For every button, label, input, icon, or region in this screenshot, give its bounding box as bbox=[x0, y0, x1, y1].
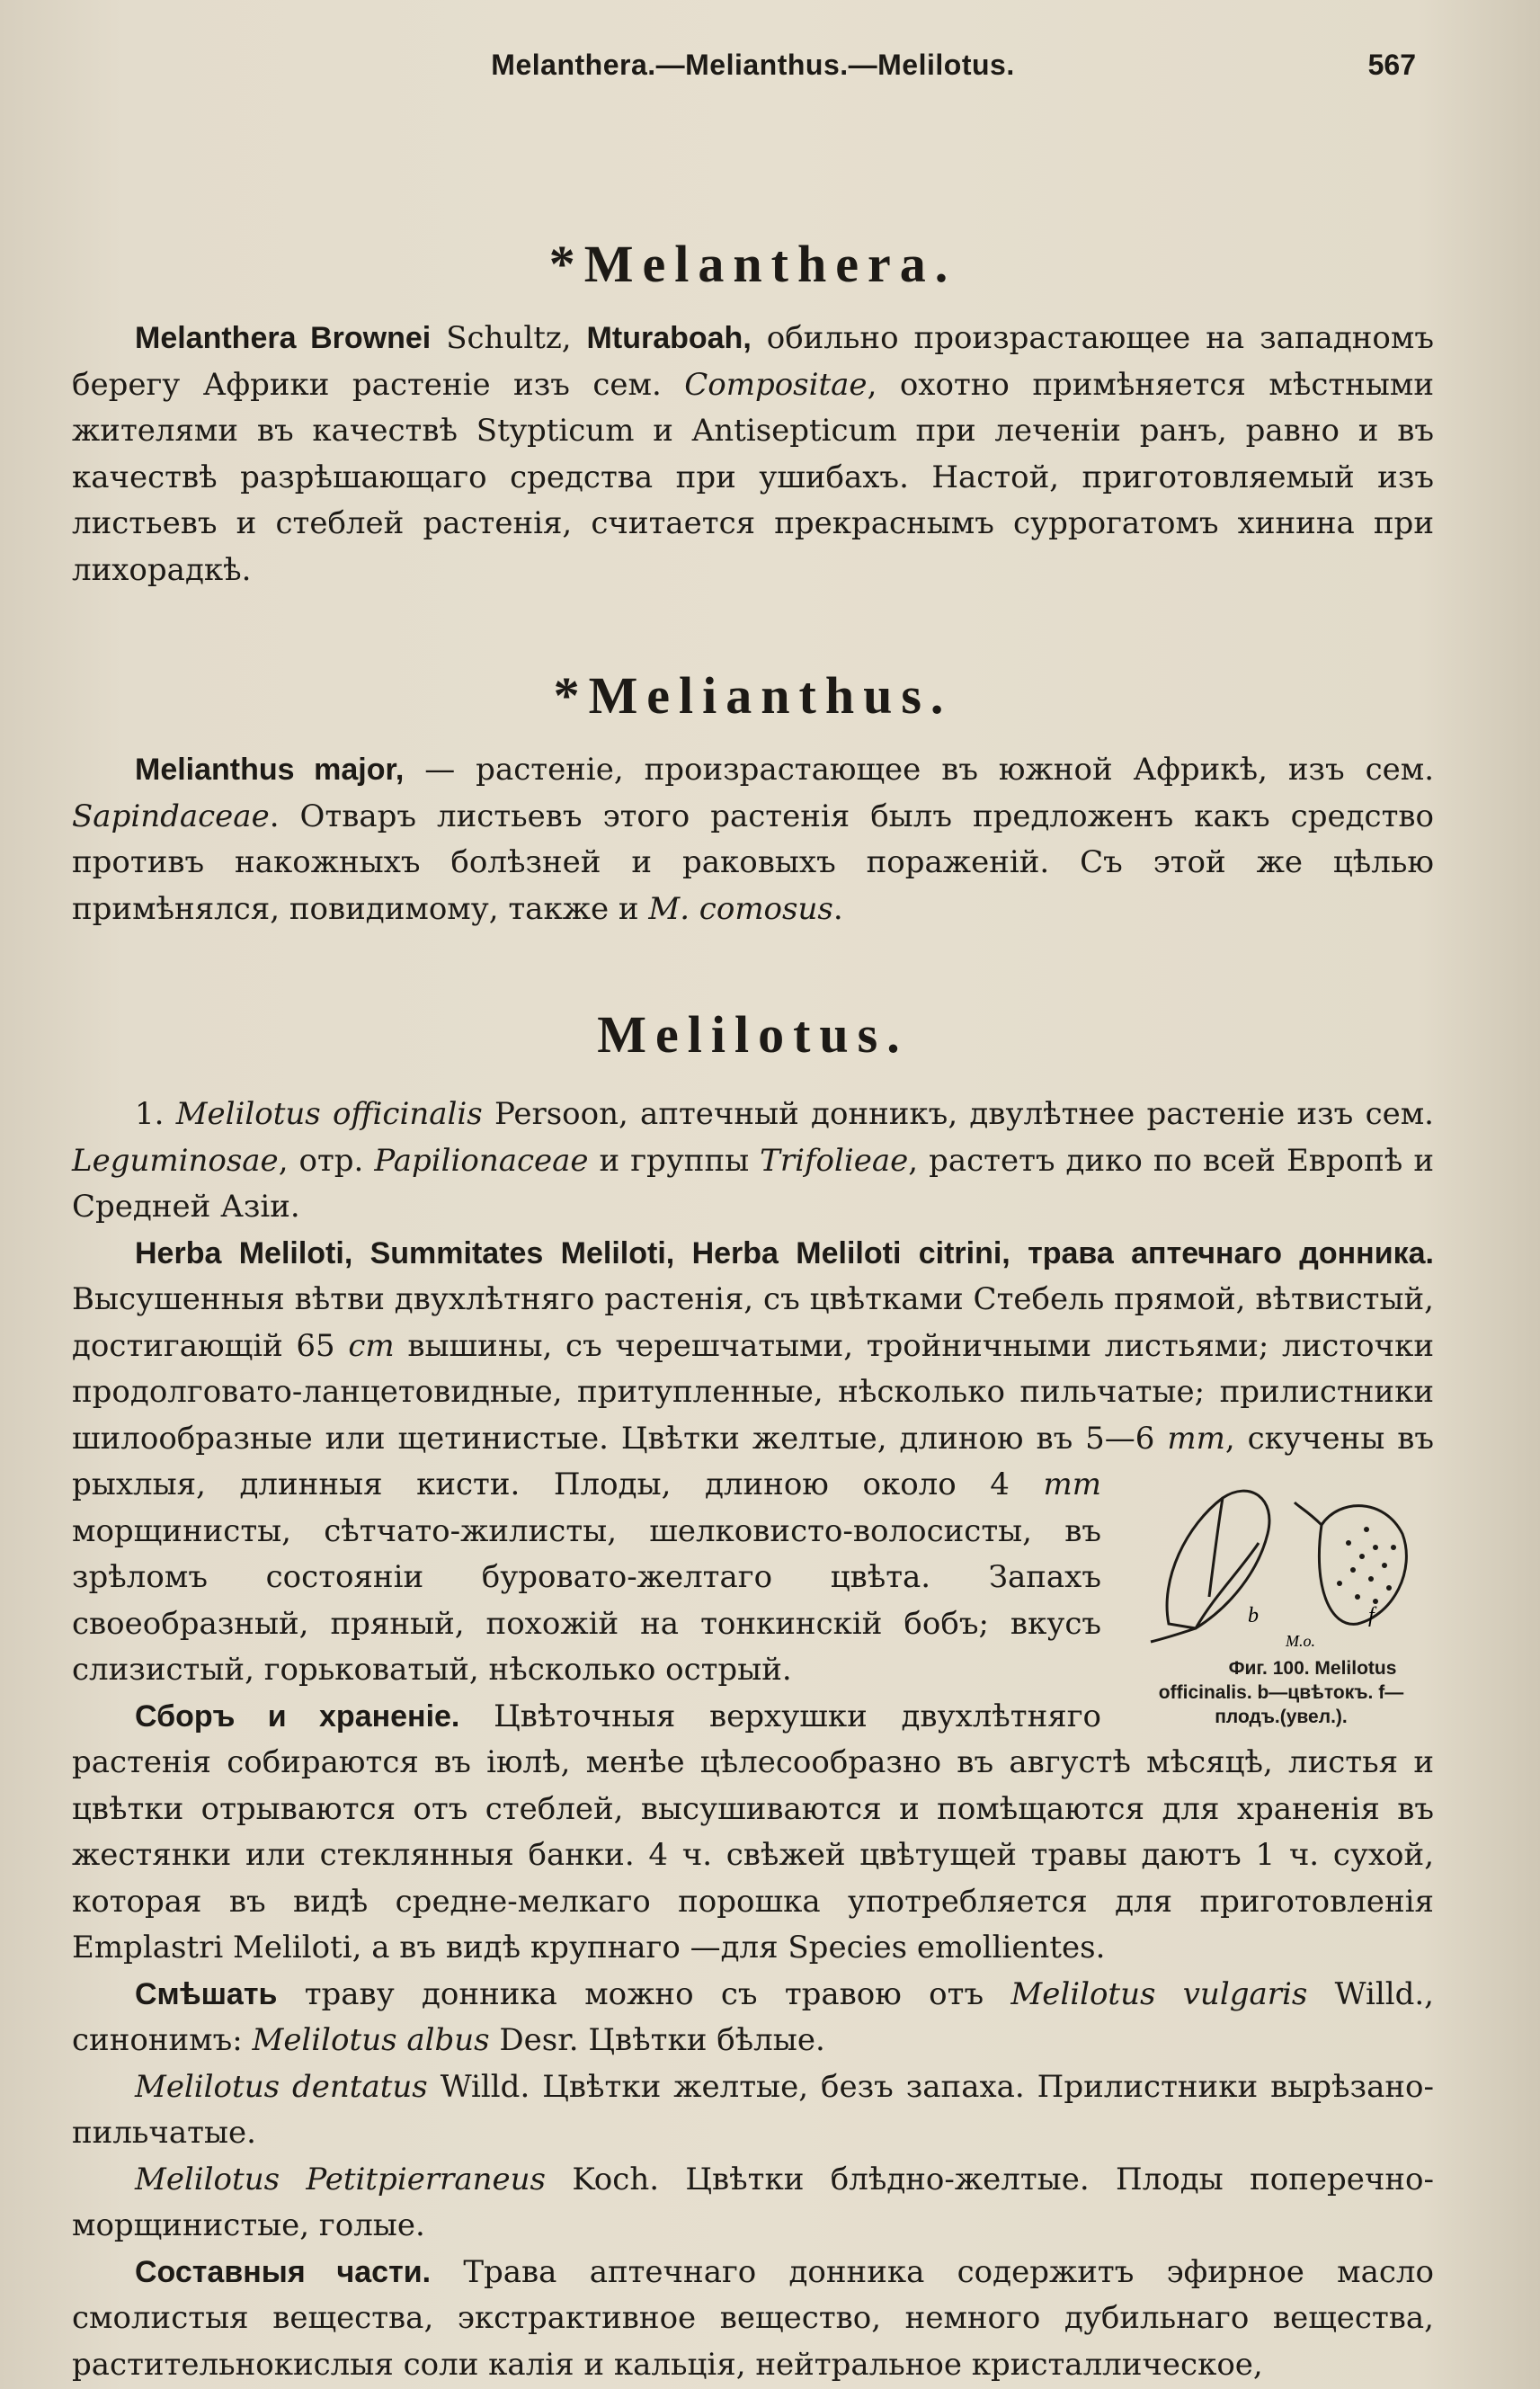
text-run: , охотно примѣняется мѣстными жителями въ качествѣ Stypticum и Antisepticum при леченіи ранъ, равно и въ качествѣ разрѣшающаго средства при ушибахъ. Настой, приготовляемый изъ листьевъ и стеблей растенія, считается прекраснымъ суррогатомъ хинина при лихорадкѣ. bbox=[72, 366, 1435, 588]
species-name-2: Melilotus albus bbox=[252, 2022, 490, 2058]
text-run: Koch. Цвѣтки блѣдно-желтые. Плоды поперечно-морщинистые, голые. bbox=[72, 2161, 1434, 2243]
species-name: Melilotus dentatus bbox=[135, 2068, 428, 2105]
subheading-collection: Сборъ и храненіе. bbox=[135, 1698, 460, 1734]
label-b: b bbox=[1248, 1604, 1259, 1627]
species-name: Melilotus Petitpierraneus bbox=[135, 2161, 546, 2197]
text-run: Desr. Цвѣтки бѣлые. bbox=[489, 2022, 825, 2058]
text-run: траву донника можно съ травою отъ bbox=[277, 1975, 1011, 2012]
paragraph-melianthus bbox=[72, 747, 1434, 932]
text-column bbox=[72, 36, 1434, 2388]
subheading-constituents: Составныя части. bbox=[135, 2254, 432, 2289]
text-run: Цвѣточныя верхушки двухлѣтняго растенія собираются въ іюлѣ, менѣе цѣлесообразно въ августѣ мѣсяцѣ, листья и цвѣтки отрываются отъ стеблей, высушиваются и помѣщаются для храненія въ жестянки или стеклянныя банки. 4 ч. свѣжей цвѣтущей травы даютъ 1 ч. сухой, которая въ видѣ средне-мелкаго порошка употребляется для приготовленія Emplastri Meliloti, а въ видѣ крупнаго —для Species emollientes. bbox=[72, 1698, 1434, 1966]
text-run: Трава аптечнаго донника содержитъ эфирное масло смолистыя вещества, экстрактивное вещество, немного дубильнаго вещества, растительнокислыя соли калія и кальція, нейтральное кристаллическое, bbox=[72, 2253, 1434, 2383]
species-name: Melilotus officinalis bbox=[175, 1096, 483, 1132]
paragraph-melanthera bbox=[72, 316, 1434, 593]
running-head bbox=[72, 36, 1434, 99]
figure-caption: Фиг. 100. Melilotus officinalis. b—цвѣтокъ. f—плодъ.(увел.). bbox=[1158, 1658, 1404, 1727]
species-name-2: M. comosus bbox=[648, 890, 833, 927]
subheading-mixing: Смѣшать bbox=[135, 1976, 278, 2011]
order-name: Papilionaceae bbox=[374, 1142, 589, 1179]
label-f: f bbox=[1368, 1604, 1375, 1627]
group-name: Trifolieae bbox=[760, 1142, 909, 1179]
species-name: Melianthus major, bbox=[135, 753, 405, 787]
text-run: и группы bbox=[588, 1142, 761, 1179]
drug-names: Herba Meliloti, Summitates Meliloti, Herba Meliloti citrini, трава аптечнаго донника. bbox=[135, 1235, 1434, 1270]
label-magnification: M.o. bbox=[1286, 1632, 1315, 1650]
page-number: 567 bbox=[1367, 49, 1416, 81]
paragraph-melilotus-4 bbox=[72, 1972, 1434, 2064]
text-run: , отр. bbox=[278, 1142, 375, 1179]
paragraph-melilotus-6 bbox=[72, 2157, 1434, 2250]
paragraph-melilotus-7 bbox=[72, 2250, 1434, 2389]
unit: cm bbox=[348, 1327, 395, 1364]
heading-melanthera: *Melanthera. bbox=[548, 235, 957, 293]
text-run: Высушенныя вѣтви двухлѣтняго растенія, съ цвѣтками Стебель прямой, вѣтвистый, достигающій 65 bbox=[72, 1281, 1434, 1364]
author: Schultz, bbox=[431, 320, 587, 356]
text-run: морщинисты, сѣтчато-жилисты, шелковисто-волосисты, въ зрѣломъ состояніи буровато-желтаго цвѣта. Запахъ своеобразный, пряный, похожій на тонкинскій бобъ; вкусъ слизистый, горьковатый, нѣсколько острый. bbox=[72, 1512, 1101, 1688]
flower-fruit-illustration bbox=[1133, 1471, 1429, 1651]
text-run: , растетъ дико по всей Европѣ и Средней Азіи. bbox=[72, 1142, 1434, 1225]
paragraph-melilotus-1 bbox=[72, 1092, 1434, 1231]
paragraph-melilotus-3 bbox=[72, 1694, 1434, 1972]
text-run: обильно произрастающее на западномъ берегу Африки растеніе изъ сем. bbox=[72, 320, 1434, 403]
heading-melilotus: Melilotus. bbox=[597, 1005, 909, 1064]
text-run: — растеніе, произрастающее въ южной Африкѣ, изъ сем. bbox=[404, 752, 1434, 788]
text-run: Willd., синонимъ: bbox=[72, 1975, 1434, 2058]
family-name: Sapindaceae bbox=[72, 798, 270, 834]
text-run: Persoon, аптечный донникъ, двулѣтнее растеніе изъ сем. bbox=[482, 1096, 1434, 1132]
local-name: Mturaboah, bbox=[586, 321, 752, 355]
species-name: Melanthera Brownei bbox=[135, 321, 432, 355]
text-run: . Отваръ листьевъ этого растенія былъ предложенъ какъ средство противъ накожныхъ болѣзней и раковыхъ пораженій. Съ этой же цѣлью примѣнялся, повидимому, также и bbox=[72, 798, 1434, 927]
item-number: 1. bbox=[135, 1096, 176, 1132]
text-run: , скучены въ рыхлыя, длинныя кисти. Плоды, длиною около 4 bbox=[72, 1420, 1434, 1502]
family-name: Leguminosae bbox=[72, 1142, 279, 1179]
family-name: Compositae bbox=[684, 366, 868, 403]
text-run: Willd. Цвѣтки желтые, безъ запаха. Прилистники вырѣзано-пильчатые. bbox=[72, 2068, 1434, 2151]
paragraph-melilotus-5 bbox=[72, 2064, 1434, 2157]
running-title: Melanthera.—Melianthus.—Melilotus. bbox=[491, 49, 1015, 81]
text-run: . bbox=[832, 890, 843, 927]
figure-melilotus bbox=[1128, 1471, 1434, 1729]
unit: mm bbox=[1167, 1420, 1225, 1457]
species-name: Melilotus vulgaris bbox=[1010, 1975, 1308, 2012]
heading-melianthus: *Melianthus. bbox=[553, 666, 953, 725]
text-run: вышины, съ черешчатыми, тройничными листьями; листочки продолговато-ланцетовидные, притупленные, нѣсколько пильчатые; прилистники шилообразные или щетинистые. Цвѣтки желтые, длиною въ 5—6 bbox=[72, 1327, 1434, 1457]
unit: mm bbox=[1043, 1466, 1101, 1502]
